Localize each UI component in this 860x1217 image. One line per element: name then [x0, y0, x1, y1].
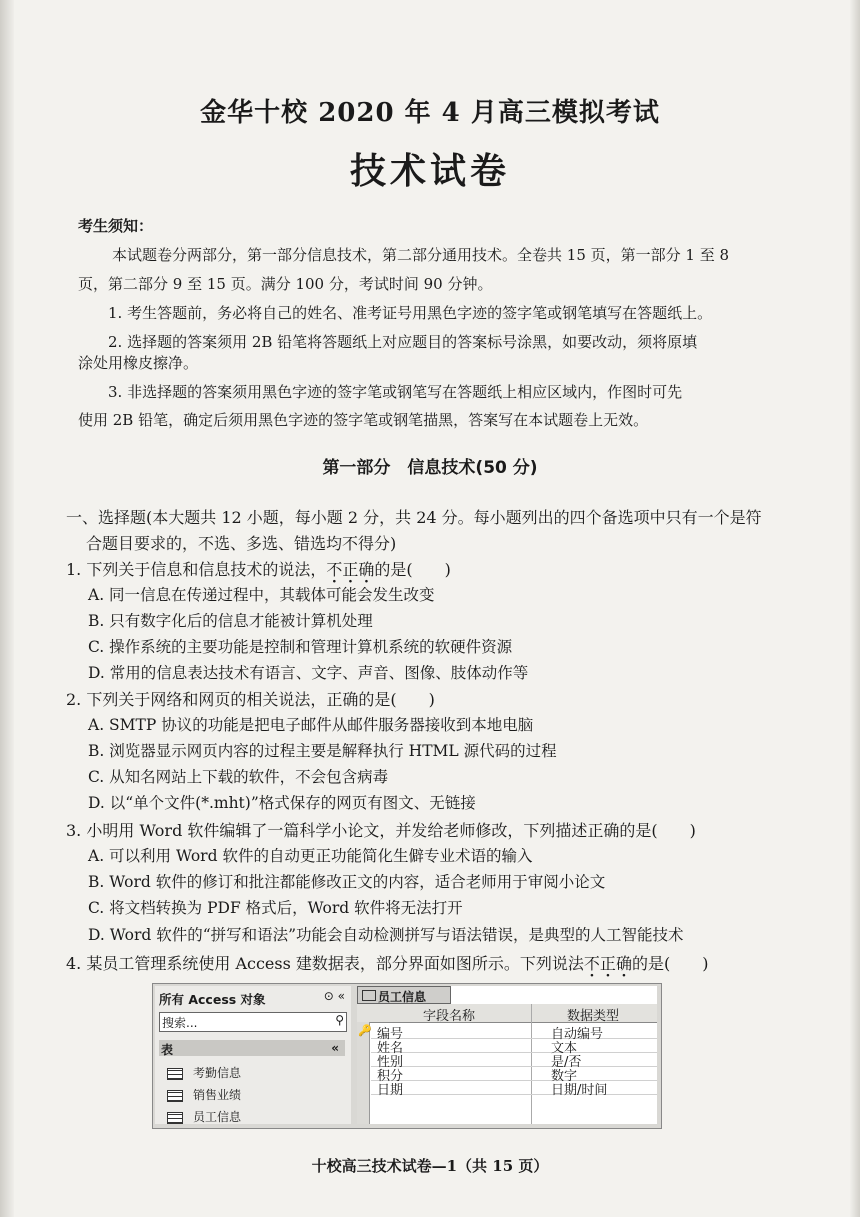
field-type: 文本	[551, 1041, 578, 1056]
exam-title: 金华十校 2020 年 4 月高三模拟考试	[200, 98, 660, 128]
notice-line: 涂处用橡皮擦净。	[78, 354, 199, 372]
field-type: 日期/时间	[551, 1083, 608, 1098]
option-b: B. Word 软件的修订和批注都能修改正文的内容，适合老师用于审阅小论文	[88, 873, 606, 891]
table-icon	[167, 1068, 183, 1080]
design-view	[357, 986, 657, 1124]
option-a: A. 同一信息在传递过程中，其载体可能会发生改变	[88, 586, 435, 604]
tab-employee-info[interactable]	[357, 986, 451, 1004]
field-type: 数字	[551, 1069, 578, 1084]
exam-subtitle: 技术试卷	[349, 150, 510, 192]
table-icon	[167, 1112, 183, 1124]
field-name: 性别	[377, 1055, 404, 1070]
option-c: C. 将文档转换为 PDF 格式后，Word 软件将无法打开	[88, 899, 463, 917]
notice-line: 本试题卷分两部分，第一部分信息技术，第二部分通用技术。全卷共 15 页，第一部分 1 至 8	[112, 246, 730, 264]
tab-label: 员工信息	[378, 990, 427, 1004]
option-d: D. Word 软件的“拼写和语法”功能会自动检测拼写与语法错误，是典型的人工智能技术	[88, 926, 684, 944]
field-name: 日期	[377, 1083, 404, 1098]
field-name: 编号	[377, 1027, 404, 1042]
option-a: A. SMTP 协议的功能是把电子邮件从邮件服务器接收到本地电脑	[88, 716, 534, 734]
stem-text: 的是( )	[374, 560, 451, 579]
primary-key-icon: 🔑	[358, 1024, 372, 1037]
notice-heading: 考生须知：	[78, 217, 154, 235]
option-b: B. 浏览器显示网页内容的过程主要是解释执行 HTML 源代码的过程	[88, 742, 557, 760]
field-name: 姓名	[377, 1041, 404, 1056]
option-c: C. 从知名网站上下载的软件，不会包含病毒	[88, 768, 389, 786]
notice-line: 3. 非选择题的答案须用黑色字迹的签字笔或钢笔写在答题纸上相应区域内，作图时可先	[108, 383, 683, 401]
nav-item-label: 销售业绩	[193, 1088, 242, 1102]
emphasis-char: 确	[358, 560, 375, 579]
notice-line: 使用 2B 铅笔，确定后须用黑色字迹的签字笔或钢笔描黑，答案写在本试题卷上无效。	[78, 411, 649, 429]
nav-item-label: 考勤信息	[193, 1066, 242, 1080]
option-d: D. 以“单个文件(*.mht)”格式保存的网页有图文、无链接	[88, 794, 476, 812]
field-row[interactable]	[371, 1024, 657, 1042]
section-instructions: 合题目要求的，不选、多选、错选均不得分)	[86, 534, 397, 553]
field-row[interactable]	[371, 1038, 657, 1056]
notice-line: 2. 选择题的答案须用 2B 铅笔将答题纸上对应题目的答案标号涂黑，如要改动，须将原填	[108, 333, 698, 351]
option-b: B. 只有数字化后的信息才能被计算机处理	[88, 612, 373, 630]
section-instructions: 一、选择题(本大题共 12 小题，每小题 2 分，共 24 分。每小题列出的四个备选项中只有一个是符	[66, 508, 762, 527]
collapse-icon[interactable]: «	[331, 1041, 339, 1055]
design-grid-header	[357, 1004, 657, 1023]
question-stem: 3. 小明用 Word 软件编辑了一篇科学小论文，并发给老师修改，下列描述正确的是( )	[66, 821, 696, 840]
field-row[interactable]	[371, 1052, 657, 1070]
col-field-name: 字段名称	[423, 1009, 476, 1024]
nav-pane-title: 所有 Access 对象	[159, 992, 266, 1007]
notice-line: 1. 考生答题前，务必将自己的姓名、准考证号用黑色字迹的签字笔或钢笔填写在答题纸上。	[108, 304, 713, 322]
emphasis-char: 不	[326, 560, 343, 579]
search-icon[interactable]: ⚲	[335, 1013, 344, 1027]
nav-search-box[interactable]	[159, 1012, 347, 1032]
field-type: 是/否	[551, 1055, 582, 1070]
notice-line: 页，第二部分 9 至 15 页。满分 100 分，考试时间 90 分钟。	[78, 275, 493, 293]
question-stem: 2. 下列关于网络和网页的相关说法，正确的是( )	[66, 690, 435, 709]
option-d: D. 常用的信息表达技术有语言、文字、声音、图像、肢体动作等	[88, 664, 529, 682]
stem-text: 4. 某员工管理系统使用 Access 建数据表，部分界面如图所示。下列说法	[66, 954, 584, 973]
emphasis-char: 正	[599, 954, 616, 973]
nav-group-tables[interactable]	[159, 1040, 345, 1056]
col-data-type: 数据类型	[567, 1009, 620, 1024]
nav-item-label: 员工信息	[193, 1110, 242, 1124]
option-a: A. 可以利用 Word 软件的自动更正功能简化生僻专业术语的输入	[88, 847, 533, 865]
emphasis-char: 不	[583, 954, 600, 973]
nav-group-label: 表	[161, 1043, 174, 1057]
nav-pane-controls[interactable]: ⊙ «	[323, 989, 345, 1003]
field-row[interactable]	[371, 1066, 657, 1084]
option-c: C. 操作系统的主要功能是控制和管理计算机系统的软硬件资源	[88, 638, 513, 656]
stem-text: 的是( )	[631, 954, 709, 973]
emphasis-char: 确	[615, 954, 632, 973]
question-stem	[66, 951, 708, 974]
emphasis-char: 正	[342, 560, 359, 579]
stem-text: 1. 下列关于信息和信息技术的说法，	[66, 560, 327, 579]
field-type: 自动编号	[551, 1027, 604, 1042]
table-icon	[362, 990, 376, 1001]
search-placeholder: 搜索...	[162, 1016, 198, 1030]
nav-item-table[interactable]	[167, 1064, 241, 1081]
navigation-pane	[155, 986, 351, 1124]
row-selector	[357, 1022, 370, 1124]
part-title: 第一部分 信息技术(50 分)	[322, 458, 538, 478]
access-figure	[152, 983, 662, 1129]
nav-item-table[interactable]	[167, 1086, 241, 1103]
field-row[interactable]	[371, 1080, 657, 1098]
question-stem	[66, 557, 451, 580]
nav-item-table[interactable]	[167, 1108, 241, 1125]
table-icon	[167, 1090, 183, 1102]
page-footer: 十校高三技术试卷—1（共 15 页）	[311, 1157, 549, 1175]
field-name: 积分	[377, 1069, 404, 1084]
